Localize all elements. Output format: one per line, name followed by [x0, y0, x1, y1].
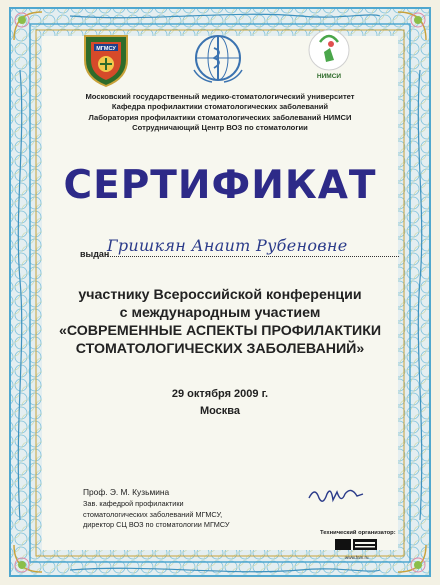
institute-logo-label: НИМСИ: [316, 73, 342, 80]
university-crest-icon: [81, 30, 131, 88]
body-line-3: «СОВРЕМЕННЫЕ АСПЕКТЫ ПРОФИЛАКТИКИ: [58, 323, 382, 339]
header-line-1: Московский государственный медико-стоматологический университет: [85, 92, 355, 101]
conference-description: [30, 286, 410, 358]
body-line-2: с международным участием: [119, 305, 321, 321]
signer-name: Проф. Э. М. Кузьмина: [83, 487, 170, 497]
organizer-label: Технический организатор:: [320, 530, 396, 536]
who-emblem-icon: [190, 30, 246, 86]
header-line-4: Сотрудничающий Центр ВОЗ по стоматологии: [132, 123, 308, 133]
recipient-name: Гришкян Анаит Рубеновне: [107, 236, 348, 255]
institution-header: [50, 92, 390, 134]
signer-title-line-2: стоматологических заболеваний МГМСУ,: [83, 509, 223, 519]
event-city: Москва: [199, 405, 241, 417]
certificate-title: СЕРТИФИКАТ: [63, 163, 377, 208]
signer-position: [83, 499, 313, 531]
crest-label: МГМСУ: [96, 46, 116, 52]
body-line-1: участнику Всероссийской конференции: [78, 287, 362, 303]
handwritten-signature: [305, 482, 365, 508]
issued-label: выдан: [80, 249, 110, 259]
organizer-url: www.fnm.ru: [345, 555, 369, 560]
signer-title-line-3: директор СЦ ВОЗ по стоматологии МГМСУ: [83, 520, 230, 529]
body-line-4: СТОМАТОЛОГИЧЕСКИХ ЗАБОЛЕВАНИЙ»: [75, 341, 365, 357]
institute-logo-icon: [304, 26, 354, 82]
recipient-underline: [107, 256, 399, 257]
organizer-logo-icon: [335, 537, 377, 552]
header-line-2: Кафедра профилактики стоматологических заболеваний: [111, 102, 329, 112]
header-line-3: Лаборатория профилактики стоматологических заболеваний НИМСИ: [88, 112, 352, 122]
event-date: 29 октября 2009 г.: [171, 388, 269, 400]
event-details: [40, 386, 400, 420]
signer-title-line-1: Зав. кафедрой профилактики: [83, 499, 184, 508]
